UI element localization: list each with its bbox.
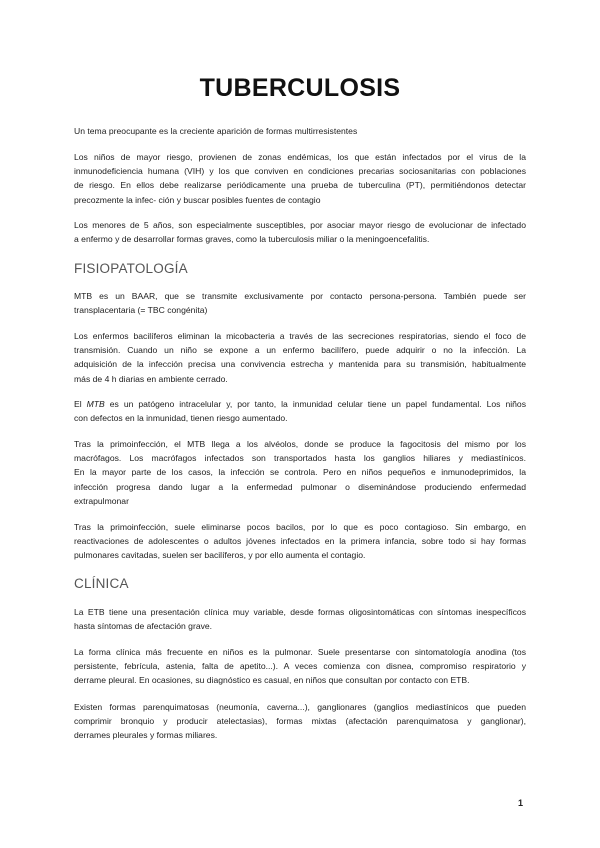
text-line: comprimir bronquio y producir atelectasias), formas mixtas (afectación parenquimatosa y ganglionar), (74, 716, 526, 727)
text-line: a enfermo y de desarrollar formas graves, como la tuberculosis miliar o la meningoencefalitis. (74, 234, 430, 245)
section-heading-fisiopatologia: FISIOPATOLOGÍA (74, 261, 188, 276)
clinica-paragraph-3 (74, 700, 526, 743)
text-line: transplacentaria (= TBC congénita) (74, 305, 208, 316)
fisio-paragraph-1 (74, 289, 526, 317)
text-line: Tras la primoinfección, suele eliminarse pocos bacilos, por lo que es poco contagioso. Sin embargo, en (74, 522, 526, 532)
text-line: derrame pleural. En ocasiones, su diagnóstico es casual, en niños que consultan por contacto con ETB. (74, 675, 470, 686)
text-line: de riesgo. En ellos debe realizarse periódicamente una prueba de tuberculina (PT), permitiéndonos detectar (74, 180, 526, 191)
section-heading-clinica: CLÍNICA (74, 576, 129, 591)
document-title: TUBERCULOSIS (199, 74, 401, 102)
fisio-paragraph-2 (74, 329, 526, 386)
text-fragment: es un patógeno intracelular y, por tanto, la inmunidad celular tiene un papel fundamental. Los niños (104, 399, 527, 409)
text-line: pulmonares cavitadas, suelen ser bacilíferos, y por ello aumenta el contagio. (74, 550, 366, 561)
text-line: inmunodeficiencia humana (VIH) y los que conviven en condiciones precarias sociosanitarias con poblaciones (74, 166, 526, 177)
page-number: 1 (518, 798, 524, 808)
intro-paragraph-1: Un tema preocupante es la creciente aparición de formas multirresistentes (74, 126, 358, 136)
text-line: Los niños de mayor riesgo, provienen de zonas endémicas, los que están infectados por el virus de la (74, 152, 526, 162)
text-fragment: El (74, 399, 87, 409)
text-line: Los enfermos bacilíferos eliminan la micobacteria a través de las secreciones respiratorias, siendo el foco de (74, 331, 526, 341)
clinica-paragraph-1 (74, 605, 526, 633)
text-line: MTB es un BAAR, que se transmite exclusivamente por contacto persona-persona. También puede ser (74, 291, 526, 301)
text-line: derrames pleurales y formas miliares. (74, 730, 218, 741)
text-line: Tras la primoinfección, el MTB llega a los alvéolos, donde se produce la fagocitosis del mismo por los (74, 439, 526, 449)
text-line: infección progresa dando lugar a la enfermedad pulmonar o diseminándose produciendo enfermedad (74, 481, 526, 492)
emphasis-mtb: MTB (86, 399, 105, 409)
text-line (74, 397, 526, 411)
text-line: Los menores de 5 años, son especialmente susceptibles, por asociar mayor riesgo de evolucionar de infectado (74, 220, 526, 230)
clinica-paragraph-2 (74, 645, 526, 688)
text-line: extrapulmonar (74, 495, 129, 506)
text-line: La forma clínica más frecuente en niños es la pulmonar. Suele presentarse con sintomatología anodina (tos (74, 647, 526, 657)
text-line: transmisión. Cuando un niño se expone a un enfermo bacilífero, puede adquirir o no la infección. La (74, 345, 526, 356)
text-line: Existen formas parenquimatosas (neumonía, caverna...), ganglionares (ganglios mediastínicos que pueden (74, 702, 526, 712)
text-line: hasta síntomas de afectación grave. (74, 621, 213, 632)
text-line: con defectos en la inmunidad, tienen riesgo aumentado. (74, 413, 288, 424)
text-line: En la mayor parte de los casos, la infección se controla. Pero en niños pequeños e inmunodeprimidos, la (74, 467, 526, 478)
text-line: adquisición de la infección precisa una convivencia estrecha y mantenida para su transmisión, habitualmente (74, 359, 526, 370)
intro-paragraph-3 (74, 218, 526, 246)
text-line: macrófagos. Los macrófagos infectados son transportados hasta los ganglios hiliares y mediastínicos. (74, 453, 526, 464)
fisio-paragraph-4 (74, 437, 526, 508)
text-line: más de 4 h diarias en ambiente cerrado. (74, 373, 228, 384)
fisio-paragraph-3 (74, 397, 526, 425)
fisio-paragraph-5 (74, 520, 526, 563)
text-line: reactivaciones de adolescentes o adultos jóvenes infectados en la primera infancia, sobre todo si hay formas (74, 536, 526, 547)
text-line: La ETB tiene una presentación clínica muy variable, desde formas oligosintomáticas con síntomas inespecíficos (74, 607, 526, 617)
intro-paragraph-2 (74, 150, 526, 207)
text-line: precozmente la infec- ción y buscar posibles fuentes de contagio (74, 194, 321, 205)
text-line: persistente, febrícula, astenia, falta de apetito...). A veces comienza con disnea, compromiso respiratorio y (74, 661, 526, 672)
